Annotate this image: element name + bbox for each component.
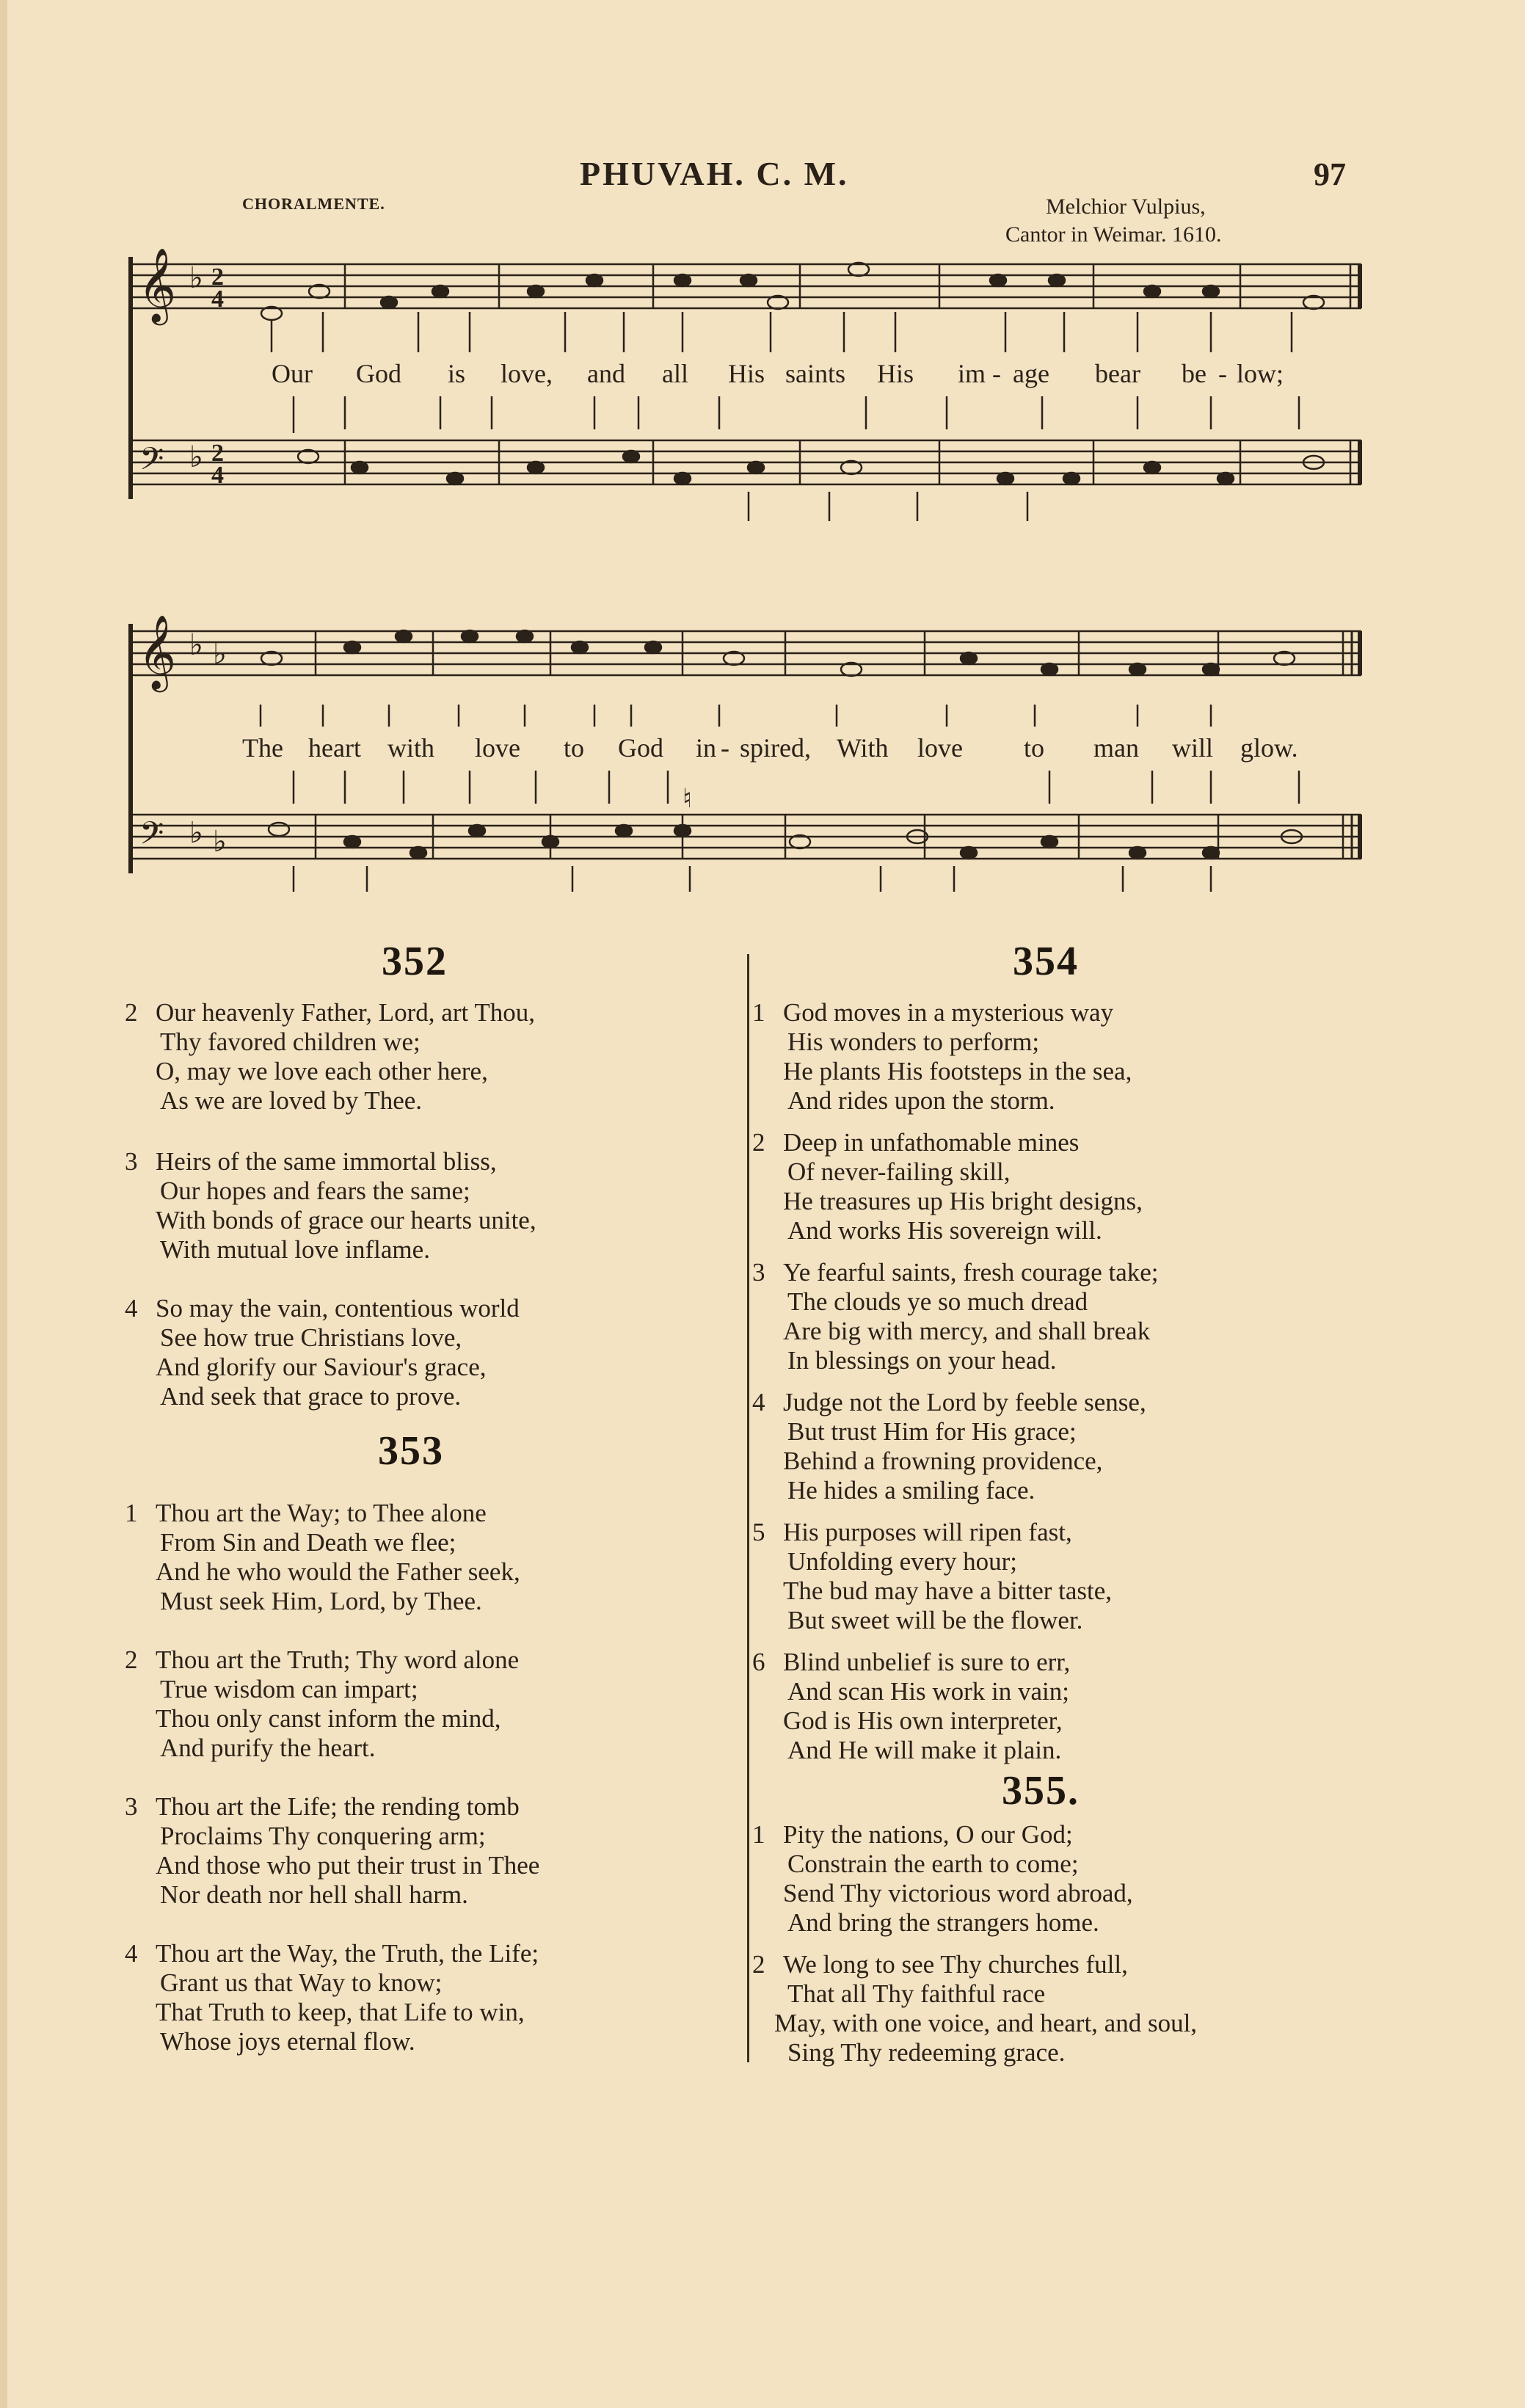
lyric-syllable: im	[958, 359, 986, 388]
lyric-syllable: God	[618, 733, 663, 763]
verse-line: Pity the nations, O our God;	[783, 1820, 1073, 1849]
verse-line: And glorify our Saviour's grace,	[156, 1353, 487, 1381]
verse-number: 4	[125, 1294, 138, 1323]
hymn-355-verse-2	[752, 1950, 1197, 2067]
verse-line: Unfolding every hour;	[787, 1547, 1017, 1576]
verse-line: See how true Christians love,	[160, 1323, 462, 1352]
lyrics-line-2	[125, 732, 1365, 766]
verse-line: And He will make it plain.	[787, 1736, 1062, 1764]
svg-text:𝄢: 𝄢	[139, 441, 164, 485]
svg-text:2: 2	[211, 263, 224, 291]
lyric-syllable: With	[837, 733, 889, 763]
svg-text:♭: ♭	[213, 825, 227, 859]
verse-number: 4	[752, 1388, 765, 1416]
column-divider	[747, 954, 749, 2062]
verse-line: And purify the heart.	[160, 1734, 376, 1762]
verse-number: 1	[752, 1820, 765, 1849]
verse-line: He hides a smiling face.	[787, 1476, 1036, 1505]
verse-number: 5	[752, 1518, 765, 1546]
hymn-353-verse-3	[125, 1792, 539, 1910]
svg-text:♭: ♭	[189, 440, 203, 474]
verse-line: Send Thy victorious word abroad,	[783, 1879, 1133, 1907]
lyric-syllable: heart	[308, 733, 361, 763]
lyric-syllable: man	[1093, 733, 1139, 763]
verse-line: May, with one voice, and heart, and soul,	[774, 2009, 1198, 2037]
verse-line: Grant us that Way to know;	[160, 1968, 443, 1997]
svg-text:♭: ♭	[189, 628, 203, 662]
lyric-syllable: love	[917, 733, 963, 763]
svg-text:♭: ♭	[189, 261, 203, 295]
verse-line: Nor death nor hell shall harm.	[160, 1880, 468, 1909]
lyric-syllable: Our	[272, 359, 313, 388]
hymn-352-verse-3	[125, 1147, 536, 1265]
verse-number: 3	[752, 1258, 765, 1287]
hymn-354-verse-4	[752, 1388, 1146, 1505]
verse-number: 2	[125, 1645, 138, 1674]
verse-line: From Sin and Death we flee;	[160, 1528, 456, 1557]
verse-line: We long to see Thy churches full,	[783, 1950, 1128, 1979]
hymn-number-352: 352	[382, 939, 448, 984]
verse-line: As we are loved by Thee.	[160, 1086, 423, 1115]
hymn-354-verse-1	[752, 998, 1132, 1116]
svg-text:2: 2	[211, 440, 224, 467]
verse-line: And rides upon the storm.	[787, 1086, 1055, 1115]
hymn-354-verse-3	[752, 1258, 1159, 1375]
verse-line: He plants His footsteps in the sea,	[783, 1057, 1132, 1085]
verse-number: 3	[125, 1147, 138, 1176]
lyric-syllable: His	[728, 359, 765, 388]
verse-line: Are big with mercy, and shall break	[783, 1317, 1151, 1345]
hymn-number-354: 354	[1013, 939, 1079, 984]
lyric-syllable: to	[564, 733, 585, 763]
verse-line: Constrain the earth to come;	[787, 1849, 1079, 1878]
verse-line: Thou only canst inform the mind,	[156, 1704, 501, 1733]
lyric-syllable: love,	[501, 359, 553, 388]
composer-role: Cantor in Weimar. 1610.	[1005, 222, 1222, 247]
verse-line: The clouds ye so much dread	[787, 1287, 1088, 1316]
verse-line: With bonds of grace our hearts unite,	[156, 1206, 536, 1234]
verse-line: Thou art the Life; the rending tomb	[156, 1792, 520, 1821]
verse-line: Thou art the Way, the Truth, the Life;	[156, 1939, 539, 1968]
verse-line: Sing Thy redeeming grace.	[787, 2038, 1066, 2067]
verse-number: 1	[125, 1499, 138, 1527]
verse-line: Behind a frowning providence,	[783, 1447, 1103, 1475]
verse-line: The bud may have a bitter taste,	[783, 1576, 1113, 1605]
verse-line: Our heavenly Father, Lord, art Thou,	[156, 998, 535, 1027]
verse-line: That Truth to keep, that Life to win,	[156, 1998, 525, 2026]
verse-line: And he who would the Father seek,	[156, 1557, 520, 1586]
verse-line: And bring the strangers home.	[787, 1908, 1099, 1937]
verse-line: O, may we love each other here,	[156, 1057, 488, 1085]
lyric-syllable: glow.	[1240, 733, 1298, 763]
lyric-syllable: -	[992, 359, 1001, 388]
page-header	[0, 154, 1525, 205]
verse-number: 6	[752, 1648, 765, 1676]
lyric-syllable: spired,	[740, 733, 811, 763]
tempo-marking: CHORALMENTE.	[242, 194, 385, 213]
verse-line: His purposes will ripen fast,	[783, 1518, 1072, 1546]
lyric-syllable: saints	[785, 359, 846, 388]
lyric-syllable: The	[242, 733, 283, 763]
svg-text:𝄞: 𝄞	[138, 247, 177, 322]
lyric-syllable: low;	[1237, 359, 1284, 388]
verse-line: In blessings on your head.	[787, 1346, 1057, 1375]
svg-text:4: 4	[211, 285, 224, 313]
verse-number: 2	[125, 998, 138, 1027]
verse-number: 3	[125, 1792, 138, 1821]
verse-line: Judge not the Lord by feeble sense,	[783, 1388, 1146, 1416]
lyric-syllable: His	[877, 359, 914, 388]
lyric-syllable: bear	[1095, 359, 1140, 388]
hymn-353-verse-4	[125, 1939, 539, 2056]
hymn-number-353: 353	[378, 1428, 444, 1474]
verse-line: Thou art the Truth; Thy word alone	[156, 1645, 520, 1674]
lyric-syllable: God	[356, 359, 401, 388]
verse-line: Deep in unfathomable mines	[783, 1128, 1080, 1157]
verse-line: So may the vain, contentious world	[156, 1294, 520, 1323]
verse-line: His wonders to perform;	[787, 1027, 1040, 1056]
hymn-354-verse-2	[752, 1128, 1143, 1245]
verse-number: 4	[125, 1939, 138, 1968]
svg-text:♮: ♮	[683, 784, 692, 814]
hymn-354-verse-6	[752, 1648, 1070, 1765]
verse-line: Of never-failing skill,	[787, 1157, 1011, 1186]
lyric-syllable: love	[475, 733, 520, 763]
page-edge	[0, 0, 7, 2408]
verse-line: True wisdom can impart;	[160, 1675, 418, 1703]
lyric-syllable: is	[448, 359, 466, 388]
verse-line: Must seek Him, Lord, by Thee.	[160, 1587, 482, 1615]
lyric-syllable: and	[587, 359, 625, 388]
lyric-syllable: to	[1024, 733, 1045, 763]
hymn-352-verse-4	[125, 1294, 520, 1411]
lyric-syllable: will	[1172, 733, 1214, 763]
verse-number: 2	[752, 1950, 765, 1979]
verse-line: And scan His work in vain;	[787, 1677, 1069, 1706]
svg-text:♭: ♭	[213, 637, 227, 671]
verse-line: And those who put their trust in Thee	[156, 1851, 540, 1880]
tune-title: PHUVAH. C. M.	[580, 155, 849, 192]
lyric-syllable: be	[1182, 359, 1206, 388]
svg-text:𝄞: 𝄞	[138, 614, 177, 689]
verse-line: God is His own interpreter,	[783, 1706, 1063, 1735]
verse-line: With mutual love inflame.	[160, 1235, 430, 1264]
svg-text:𝄢: 𝄢	[139, 815, 164, 859]
lyrics-line-1	[125, 358, 1365, 392]
composer-credit	[1005, 193, 1222, 249]
hymn-352-verse-2	[125, 998, 535, 1116]
verse-line: Our hopes and fears the same;	[160, 1176, 470, 1205]
verse-line: But trust Him for His grace;	[787, 1417, 1077, 1446]
verse-line: Proclaims Thy conquering arm;	[160, 1822, 486, 1850]
verse-line: Thy favored children we;	[160, 1027, 421, 1056]
lyric-syllable: with	[387, 733, 435, 763]
verse-line: Thou art the Way; to Thee alone	[156, 1499, 487, 1527]
verse-line: He treasures up His bright designs,	[783, 1187, 1143, 1215]
verse-line: God moves in a mysterious way	[783, 998, 1114, 1027]
svg-text:♭: ♭	[189, 816, 203, 850]
lyric-syllable: in	[696, 733, 717, 763]
composer-name: Melchior Vulpius,	[1046, 194, 1206, 219]
hymn-353-verse-2	[125, 1645, 519, 1763]
lyric-syllable: age	[1013, 359, 1049, 388]
verse-line: Heirs of the same immortal bliss,	[156, 1147, 497, 1176]
hymn-354-verse-5	[752, 1518, 1112, 1635]
verse-line: And seek that grace to prove.	[160, 1382, 462, 1411]
hymn-number-355: 355.	[1002, 1768, 1080, 1814]
verse-line: Ye fearful saints, fresh courage take;	[783, 1258, 1159, 1287]
lyric-syllable: all	[662, 359, 688, 388]
verse-number: 2	[752, 1128, 765, 1157]
lyric-syllable: -	[1218, 359, 1227, 388]
svg-text:4: 4	[211, 462, 224, 489]
hymn-355-verse-1	[752, 1820, 1133, 1938]
hymn-353-verse-1	[125, 1499, 520, 1616]
verse-number: 1	[752, 998, 765, 1027]
page-number: 97	[1314, 156, 1346, 192]
verse-line: That all Thy faithful race	[787, 1979, 1046, 2008]
verse-line: Whose joys eternal flow.	[160, 2027, 415, 2056]
verse-line: But sweet will be the flower.	[787, 1606, 1083, 1634]
verse-line: Blind unbelief is sure to err,	[783, 1648, 1071, 1676]
verse-line: And works His sovereign will.	[787, 1216, 1102, 1245]
lyric-syllable: -	[721, 733, 729, 763]
